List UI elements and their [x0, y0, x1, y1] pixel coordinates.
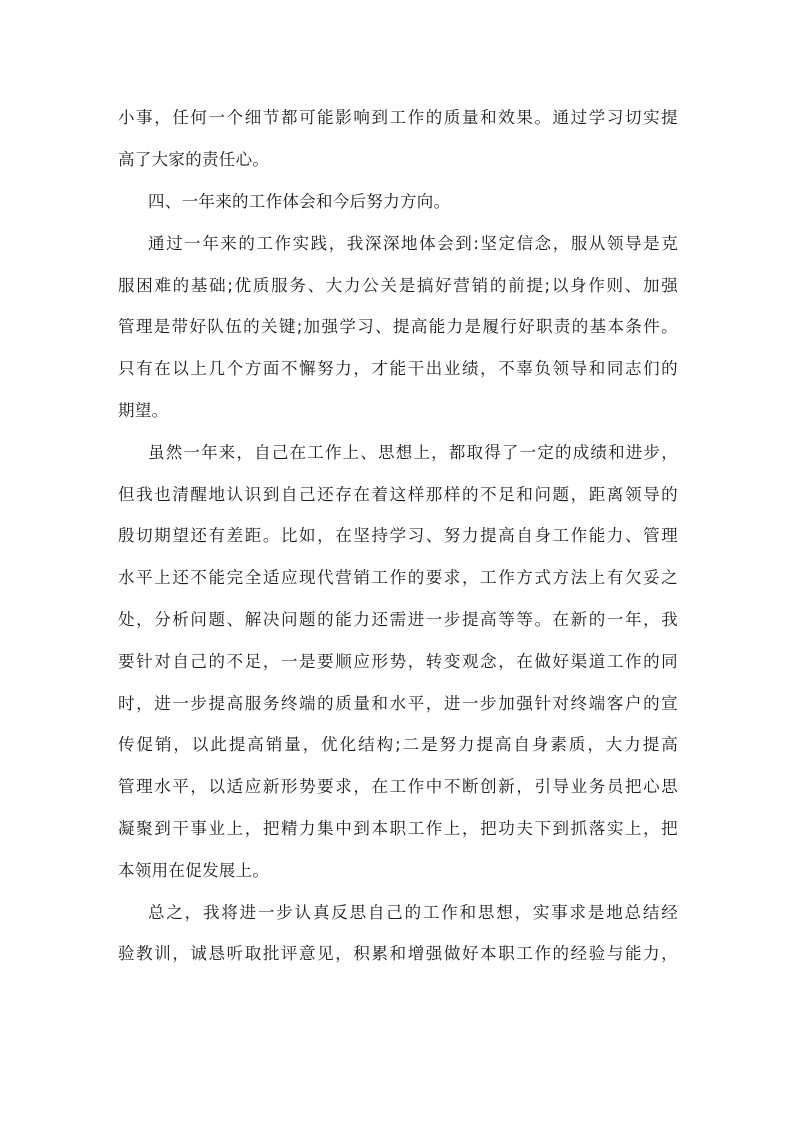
text-line-12: 水平上还不能完全适应现代营销工作的要求，工作方式方法上有欠妥之: [118, 568, 678, 587]
text-line-7: 只有在以上几个方面不懈努力，才能干出业绩，不辜负领导和同志们的: [118, 359, 678, 378]
text-line-13: 处，分析问题、解决问题的能力还需进一步提高等等。在新的一年，我: [118, 610, 678, 629]
text-line-10: 但我也清醒地认识到自己还存在着这样那样的不足和问题，距离领导的: [118, 485, 678, 504]
text-line-2: 高了大家的责任心。: [118, 150, 270, 169]
text-line-18: 凝聚到干事业上，把精力集中到本职工作上，把功夫下到抓落实上，把: [118, 819, 678, 838]
text-line-6: 管理是带好队伍的关键;加强学习、提高能力是履行好职责的基本条件。: [118, 317, 678, 336]
text-line-11: 殷切期望还有差距。比如，在坚持学习、努力提高自身工作能力、管理: [118, 526, 678, 545]
text-line-20: 总之，我将进一步认真反思自己的工作和思想，实事求是地总结经: [148, 903, 678, 922]
text-line-8: 期望。: [118, 401, 169, 420]
text-line-1: 小事，任何一个细节都可能影响到工作的质量和效果。通过学习切实提: [118, 108, 678, 127]
text-line-9: 虽然一年来，自己在工作上、思想上，都取得了一定的成绩和进步，: [148, 443, 678, 462]
text-line-17: 管理水平，以适应新形势要求，在工作中不断创新，引导业务员把心思: [118, 777, 678, 796]
text-line-19: 本领用在促发展上。: [118, 861, 270, 880]
text-line-4: 通过一年来的工作实践，我深深地体会到:坚定信念，服从领导是克: [148, 234, 678, 253]
text-line-21: 验教训，诚恳听取批评意见，积累和增强做好本职工作的经验与能力，: [118, 944, 678, 963]
section-heading: 四、一年来的工作体会和今后努力方向。: [148, 192, 451, 211]
text-line-5: 服困难的基础;优质服务、大力公关是搞好营销的前提;以身作则、加强: [118, 276, 678, 295]
text-line-14: 要针对自己的不足，一是要顺应形势，转变观念，在做好渠道工作的同: [118, 652, 678, 671]
text-line-15: 时，进一步提高服务终端的质量和水平，进一步加强针对终端客户的宣: [118, 694, 678, 713]
text-line-16: 传促销，以此提高销量，优化结构;二是努力提高自身素质，大力提高: [118, 735, 678, 754]
